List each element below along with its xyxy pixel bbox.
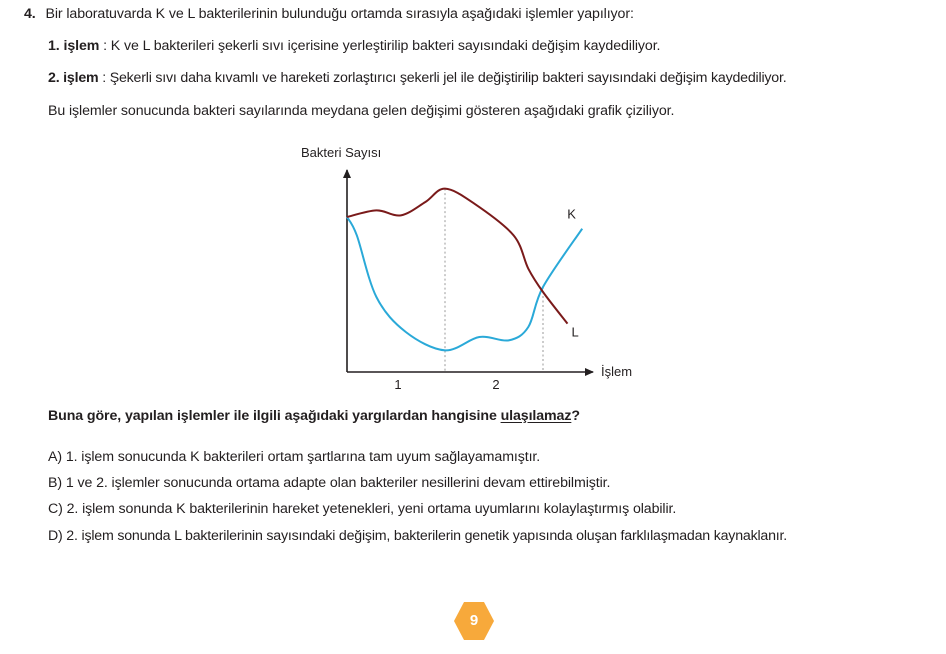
prompt-negation: ulaşılamaz (500, 408, 572, 424)
question-intro: Bir laboratuvarda K ve L bakterilerinin bulunduğu ortamda sırasıyla aşağıdaki işlemler yapılıyor: (45, 6, 634, 22)
page-number: 9 (469, 612, 479, 629)
option-a[interactable]: A) 1. işlem sonucunda K bakterileri ortam şartlarına tam uyum sağlayamamıştır. (48, 449, 541, 465)
step-1 (48, 38, 660, 54)
step-2-text: : Şekerli sıvı daha kıvamlı ve hareketi zorlaştırıcı şekerli jel ile değiştirilip bakteri sayısındaki değişim kaydediliyor. (98, 70, 787, 86)
option-d[interactable]: D) 2. işlem sonunda L bakterilerinin sayısındaki değişim, bakterilerin genetik yapısında oluşan farklılaşmadan kaynaklanır. (48, 528, 788, 544)
series-l-label: L (571, 324, 579, 340)
x-axis-label: İşlem (601, 364, 633, 379)
page-number-badge (453, 600, 495, 642)
bacteria-chart (290, 140, 660, 400)
question-prompt (48, 408, 580, 424)
y-axis-label: Bakteri Sayısı (301, 145, 382, 160)
step-1-text: : K ve L bakterileri şekerli sıvı içerisine yerleştirilip bakteri sayısındaki değişim kaydediliyor. (99, 38, 661, 54)
option-b[interactable]: B) 1 ve 2. işlemler sonucunda ortama adapte olan bakteriler nesillerini devam ettirebilmiştir. (48, 475, 611, 491)
segment-label-1: 1 (394, 377, 402, 392)
prompt-text: Buna göre, yapılan işlemler ile ilgili aşağıdaki yargılardan hangisine (48, 408, 501, 424)
step-1-label: 1. işlem (48, 38, 100, 54)
option-c[interactable]: C) 2. işlem sonunda K bakterilerinin hareket yetenekleri, yeni ortama uyumlarını kolaylaştırmış olabilir. (48, 501, 677, 517)
summary-text: Bu işlemler sonucunda bakteri sayılarında meydana gelen değişimi gösteren aşağıdaki grafik çiziliyor. (48, 103, 675, 119)
question-header (24, 6, 634, 22)
prompt-mark: ? (571, 408, 580, 424)
step-2-label: 2. işlem (48, 70, 99, 86)
segment-label-2: 2 (492, 377, 500, 392)
question-number: 4. (24, 6, 36, 22)
series-k-line (347, 217, 582, 350)
step-2 (48, 70, 786, 86)
series-k-label: K (567, 206, 576, 222)
